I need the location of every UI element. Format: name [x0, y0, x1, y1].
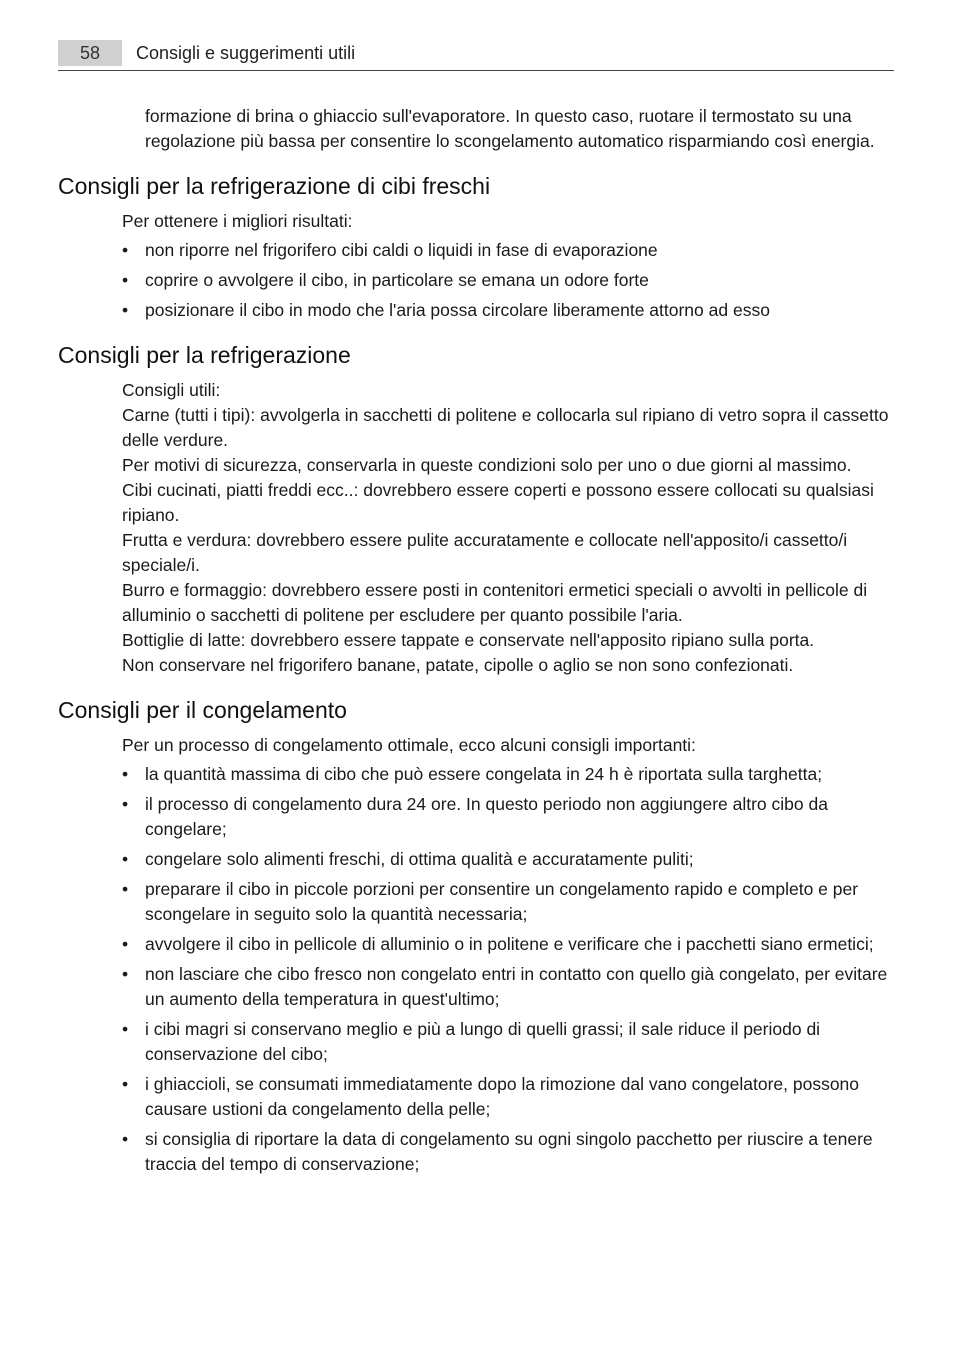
refrigeration-tips	[122, 378, 894, 678]
running-title: Consigli e suggerimenti utili	[136, 43, 356, 63]
list-item	[122, 847, 894, 872]
bullet-icon: •	[122, 964, 129, 984]
list-item-text: i ghiaccioli, se consumati immediatamente dopo la rimozione dal vano congelatore, possono causare ustioni da congelamento della pelle;	[145, 1074, 860, 1119]
bullet-icon: •	[122, 1019, 129, 1039]
tip-paragraph: Per motivi di sicurezza, conservarla in queste condizioni solo per uno o due giorni al massimo.	[122, 455, 852, 475]
section-intro: Per un processo di congelamento ottimale, ecco alcuni consigli importanti:	[122, 735, 696, 755]
bullet-icon: •	[122, 794, 129, 814]
list-item-text: non lasciare che cibo fresco non congelato entri in contatto con quello già congelato, per evitare un aumento della temperatura in quest'ultimo;	[145, 964, 888, 1009]
list-item	[122, 1127, 894, 1177]
bullet-icon: •	[122, 764, 129, 784]
section-intro: Per ottenere i migliori risultati:	[122, 211, 353, 231]
section-heading-fresh-food: Consigli per la refrigerazione di cibi freschi	[58, 173, 491, 199]
list-item	[122, 962, 894, 1012]
tip-paragraph: Frutta e verdura: dovrebbero essere pulite accuratamente e collocate nell'apposito/i cassetto/i speciale/i.	[122, 530, 848, 575]
bullet-icon: •	[122, 934, 129, 954]
tip-paragraph: Carne (tutti i tipi): avvolgerla in sacchetti di politene e collocarla sul ripiano di vetro sopra il cassetto delle verdure.	[122, 405, 889, 450]
section-heading-refrigeration: Consigli per la refrigerazione	[58, 342, 351, 368]
list-item	[122, 762, 894, 787]
page-content	[58, 104, 894, 1182]
list-item	[122, 1017, 894, 1067]
tip-paragraph: Bottiglie di latte: dovrebbero essere tappate e conservate nell'apposito ripiano sulla porta.	[122, 630, 815, 650]
bullet-list-freezing	[122, 762, 894, 1177]
bullet-icon: •	[122, 300, 129, 320]
list-item-text: coprire o avvolgere il cibo, in particolare se emana un odore forte	[145, 270, 649, 290]
list-item-text: avvolgere il cibo in pellicole di alluminio o in politene e verificare che i pacchetti siano ermetici;	[145, 934, 874, 954]
page-header	[58, 40, 894, 71]
tip-paragraph: Consigli utili:	[122, 380, 221, 400]
list-item	[122, 932, 894, 957]
list-item	[122, 1072, 894, 1122]
list-item-text: il processo di congelamento dura 24 ore. In questo periodo non aggiungere altro cibo da congelare;	[145, 794, 828, 839]
bullet-icon: •	[122, 1129, 129, 1149]
list-item	[122, 298, 894, 323]
tip-paragraph: Burro e formaggio: dovrebbero essere posti in contenitori ermetici speciali o avvolti in pellicole di alluminio o sacchetti di politene per escludere per quanto possibile l'aria.	[122, 580, 868, 625]
tip-paragraph: Cibi cucinati, piatti freddi ecc..: dovrebbero essere coperti e possono essere collocati su qualsiasi ripiano.	[122, 480, 874, 525]
page-number: 58	[58, 40, 122, 66]
list-item-text: congelare solo alimenti freschi, di ottima qualità e accuratamente puliti;	[145, 849, 694, 869]
list-item-text: posizionare il cibo in modo che l'aria possa circolare liberamente attorno ad esso	[145, 300, 770, 320]
bullet-icon: •	[122, 240, 129, 260]
list-item	[122, 268, 894, 293]
tip-paragraph: Non conservare nel frigorifero banane, patate, cipolle o aglio se non sono confezionati.	[122, 655, 794, 675]
bullet-icon: •	[122, 270, 129, 290]
list-item-text: i cibi magri si conservano meglio e più a lungo di quelli grassi; il sale riduce il periodo di conservazione del cibo;	[145, 1019, 821, 1064]
list-item	[122, 877, 894, 927]
continuation-paragraph: formazione di brina o ghiaccio sull'evaporatore. In questo caso, ruotare il termostato su una regolazione più bassa per consentire lo scongelamento automatico risparmiando così energia.	[145, 106, 875, 151]
bullet-icon: •	[122, 1074, 129, 1094]
bullet-icon: •	[122, 879, 129, 899]
list-item-text: non riporre nel frigorifero cibi caldi o liquidi in fase di evaporazione	[145, 240, 658, 260]
list-item	[122, 792, 894, 842]
list-item-text: si consiglia di riportare la data di congelamento su ogni singolo pacchetto per riuscire a tenere traccia del tempo di conservazione;	[145, 1129, 873, 1174]
list-item	[122, 238, 894, 263]
list-item-text: la quantità massima di cibo che può essere congelata in 24 h è riportata sulla targhetta;	[145, 764, 823, 784]
bullet-icon: •	[122, 849, 129, 869]
list-item-text: preparare il cibo in piccole porzioni per consentire un congelamento rapido e completo e per scongelare in seguito solo la quantità necessaria;	[145, 879, 859, 924]
section-heading-freezing: Consigli per il congelamento	[58, 697, 347, 723]
bullet-list-fresh-food	[122, 238, 894, 323]
